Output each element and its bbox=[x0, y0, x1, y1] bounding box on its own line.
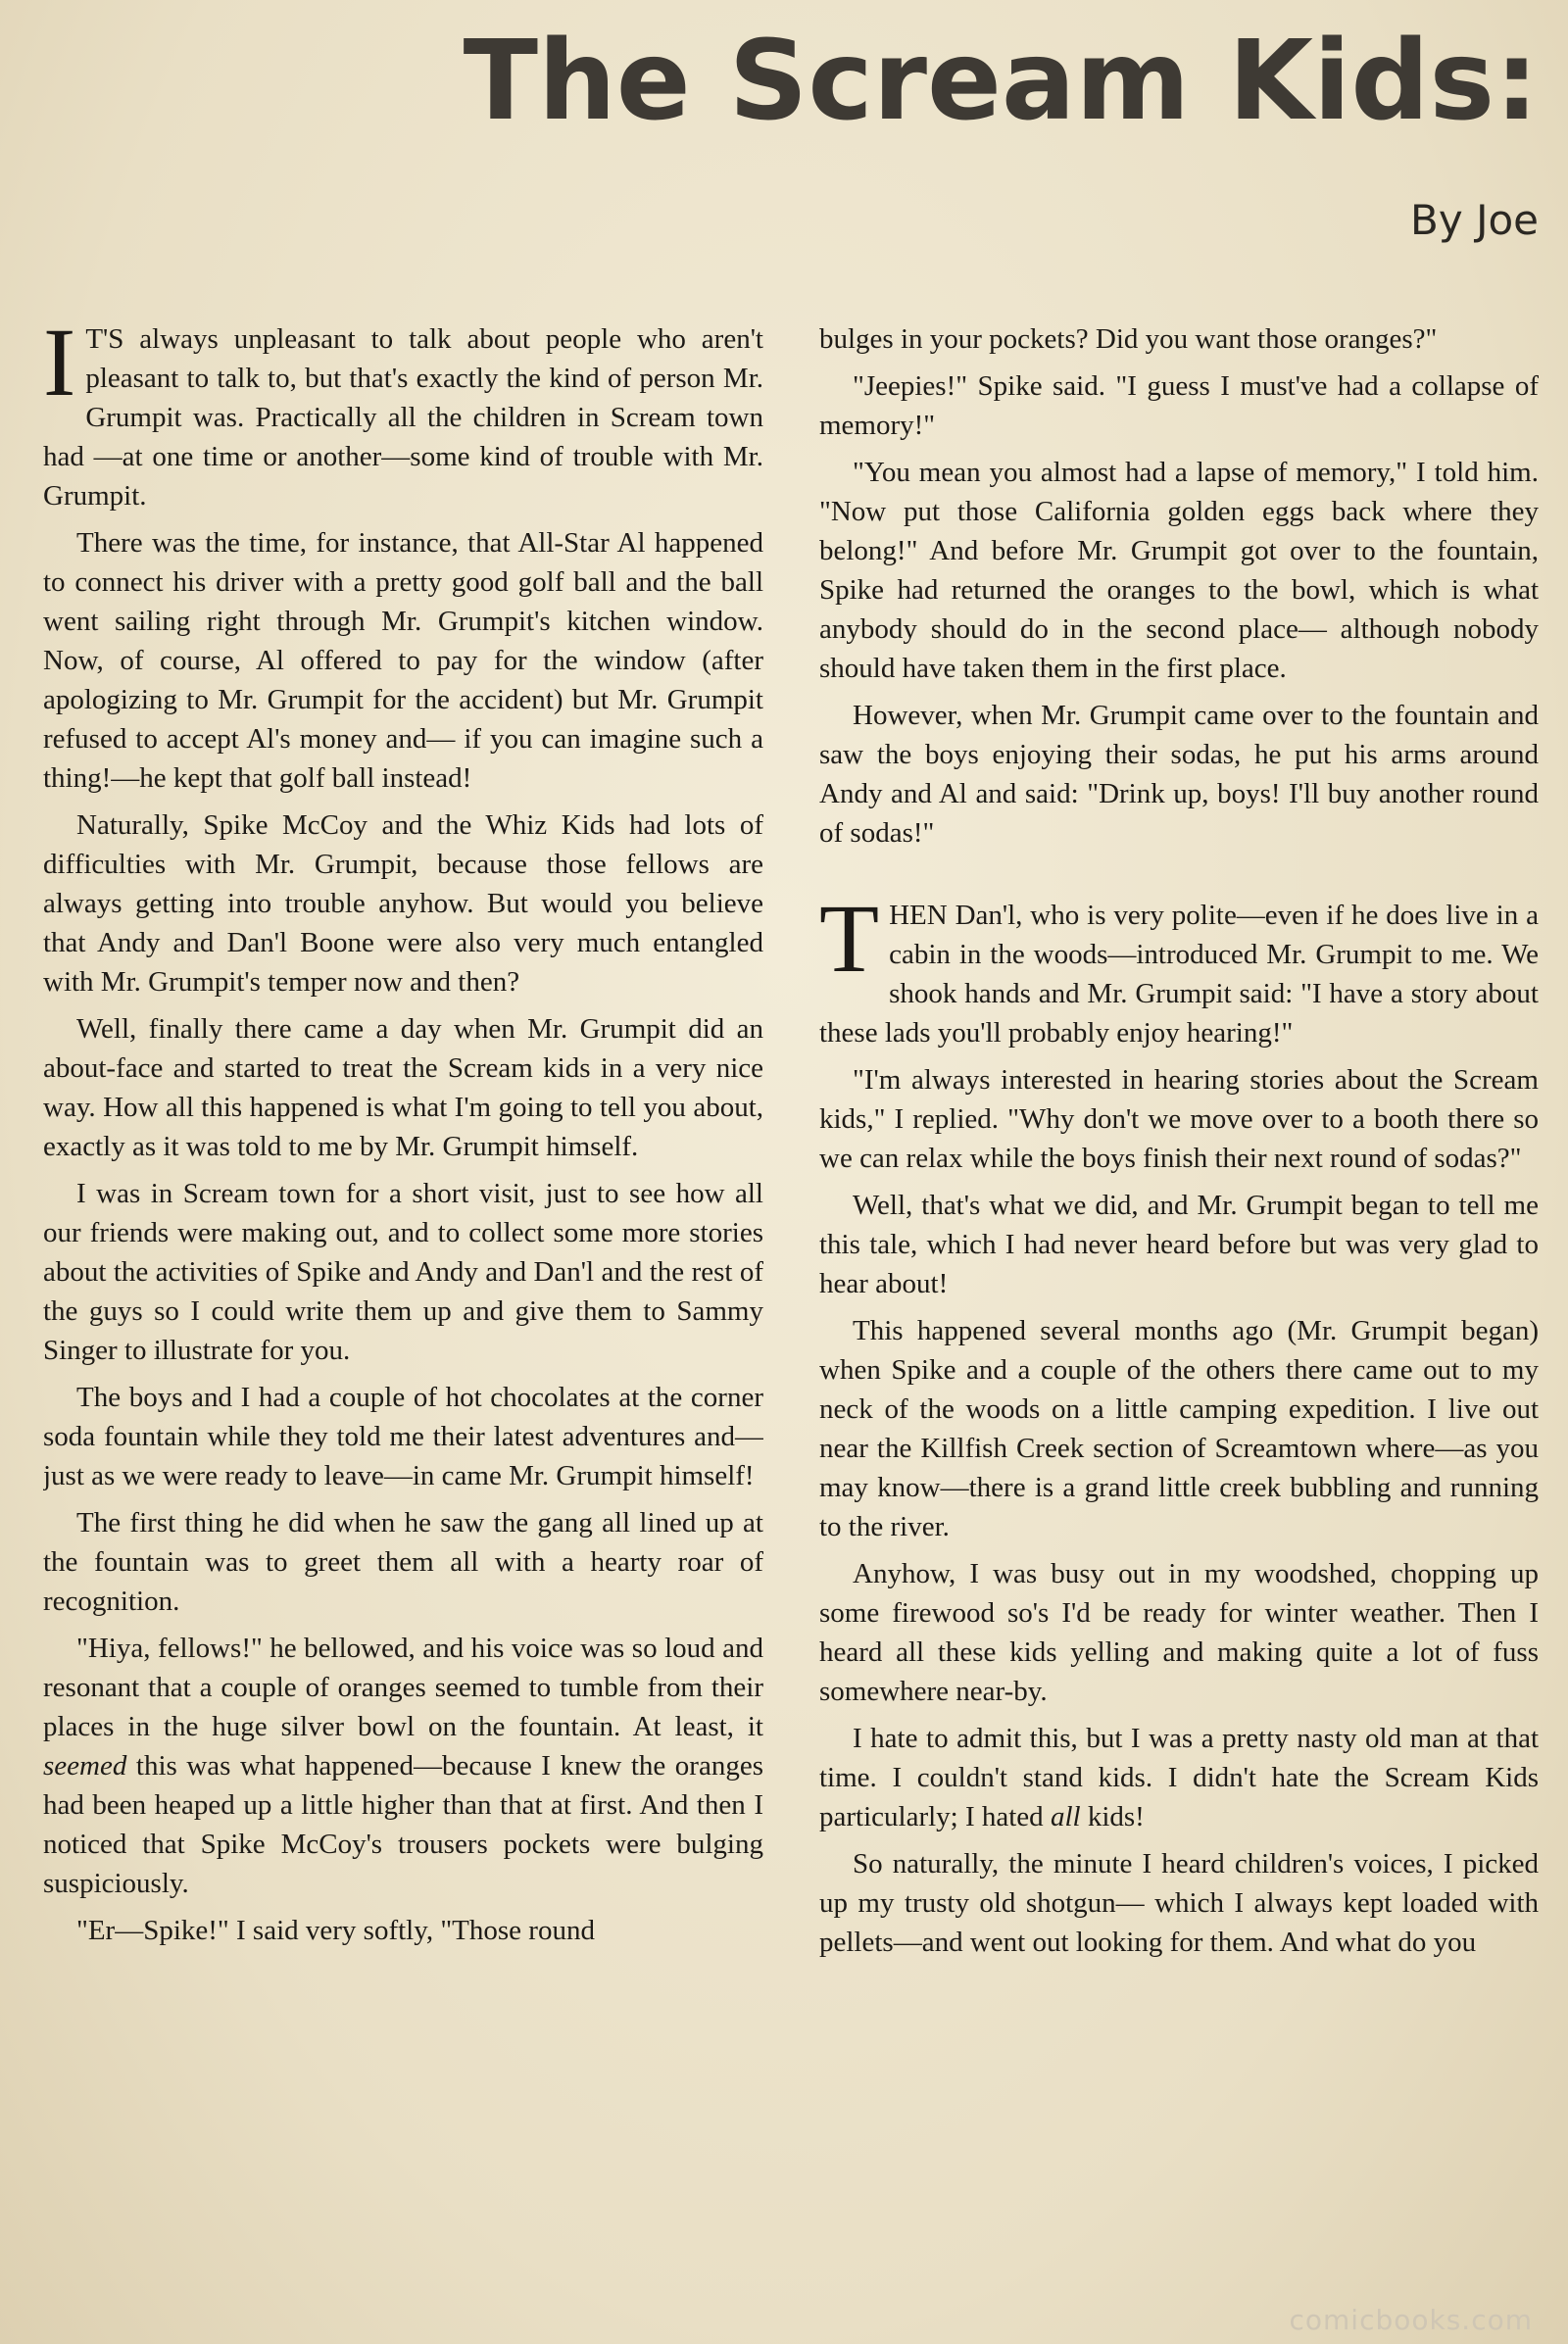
lead-in: HEN bbox=[889, 900, 948, 931]
site-watermark: comicbooks.com bbox=[1289, 2304, 1533, 2336]
story-byline: By Joe bbox=[1410, 196, 1539, 244]
paragraph: I was in Scream town for a short visit, just to see how all our friends were making out, and to collect some more stories about the activities of Spike and Andy and Dan'l and the rest of the guys so I could write them up and give them to Sammy Singer to illustrate for you. bbox=[43, 1178, 763, 1366]
paragraph-text: "Hiya, fellows!" he bellowed, and his voice was so loud and resonant that a couple of oranges seemed to tumble from their places in the huge silver bowl on the fountain. At least, it bbox=[43, 1633, 763, 1742]
paragraph: The boys and I had a couple of hot chocolates at the corner soda fountain while they told me their latest adventures and—just as we were ready to leave—in came Mr. Grumpit himself! bbox=[43, 1382, 763, 1491]
paragraph: bulges in your pockets? Did you want those oranges?" bbox=[819, 323, 1438, 355]
paragraph: So naturally, the minute I heard children's voices, I picked up my trusty old shotgun— which I always kept loaded with pellets—and went out looking for them. And what do you bbox=[819, 1848, 1539, 1958]
paragraph-text: I hate to admit this, but I was a pretty nasty old man at that time. I couldn't stand kids. I didn't hate the Scream Kids particularly; I hated bbox=[819, 1723, 1539, 1832]
paragraph: Naturally, Spike McCoy and the Whiz Kids had lots of difficulties with Mr. Grumpit, because those fellows are always getting into trouble anyhow. But would you believe that Andy and Dan'l Boone were also very much entangled with Mr. Grumpit's temper now and then? bbox=[43, 809, 763, 998]
paragraph: Well, finally there came a day when Mr. Grumpit did an about-face and started to treat the Scream kids in a very nice way. How all this happened is what I'm going to tell you about, exactly as it was told to me by Mr. Grumpit himself. bbox=[43, 1013, 763, 1162]
paragraph: "Jeepies!" Spike said. "I guess I must've had a collapse of memory!" bbox=[819, 370, 1539, 441]
paragraph-text: this was what happened—because I knew the oranges had been heaped up a little higher than that at first. And then I noticed that Spike McCoy's trousers pockets were bulging suspiciously. bbox=[43, 1750, 763, 1899]
right-text-column bbox=[819, 319, 1539, 2319]
emphasis-text: seemed bbox=[43, 1750, 127, 1782]
paragraph: Well, that's what we did, and Mr. Grumpit began to tell me this tale, which I had never heard before but was very glad to hear about! bbox=[819, 1190, 1539, 1299]
paragraph bbox=[43, 1629, 763, 1903]
paragraph: There was the time, for instance, that All-Star Al happened to connect his driver with a pretty good golf ball and the ball went sailing right through Mr. Grumpit's kitchen window. Now, of course, Al offered to pay for the window (after apologizing to Mr. Grumpit for the accident) but Mr. Grumpit refused to accept Al's money and— if you can imagine such a thing!—he kept that golf ball instead! bbox=[43, 527, 763, 794]
drop-cap: T bbox=[819, 884, 880, 993]
left-text-column bbox=[43, 319, 763, 2319]
paragraph: However, when Mr. Grumpit came over to the fountain and saw the boys enjoying their sodas, he put his arms around Andy and Al and said: "Drink up, boys! I'll buy another round of sodas!" bbox=[819, 700, 1539, 849]
paragraph: "I'm always interested in hearing stories about the Scream kids," I replied. "Why don't we move over to a booth there so we can relax while the boys finish their next round of sodas?" bbox=[819, 1064, 1539, 1174]
paragraph bbox=[819, 1719, 1539, 1836]
drop-cap: I bbox=[43, 319, 76, 416]
paragraph: "You mean you almost had a lapse of memory," I told him. "Now put those California golden eggs back where they belong!" And before Mr. Grumpit got over to the fountain, Spike had returned the oranges to the bowl, which is what anybody should do in the second place— although nobody should have taken them in the first place. bbox=[819, 457, 1539, 684]
paragraph: The first thing he did when he saw the gang all lined up at the fountain was to greet them all with a hearty roar of recognition. bbox=[43, 1507, 763, 1617]
paragraph bbox=[43, 319, 763, 515]
emphasis-text: all bbox=[1050, 1801, 1081, 1832]
paragraph: "Er—Spike!" I said very softly, "Those round bbox=[76, 1915, 595, 1946]
section-break bbox=[819, 860, 1539, 896]
paragraph-text: always unpleasant to talk about people who aren't pleasant to talk to, but that's exactly the kind of person Mr. Grumpit was. Practically all the children in Scream town had —at one time or another—some kind of trouble with Mr. Grumpit. bbox=[43, 323, 763, 512]
paragraph: This happened several months ago (Mr. Grumpit began) when Spike and a couple of the others there came out to my neck of the woods on a little camping expedition. I live out near the Killfish Creek section of Screamtown where—as you may know—there is a grand little creek bubbling and running to the river. bbox=[819, 1315, 1539, 1542]
lead-in: T'S bbox=[85, 323, 124, 355]
paragraph bbox=[819, 884, 1539, 1052]
paragraph: Anyhow, I was busy out in my woodshed, chopping up some firewood so's I'd be ready for winter weather. Then I heard all these kids yelling and making quite a lot of fuss somewhere near-by. bbox=[819, 1558, 1539, 1707]
paragraph-text: kids! bbox=[1080, 1801, 1145, 1832]
paragraph-text: Dan'l, who is very polite—even if he does live in a cabin in the woods—introduced Mr. Grumpit to me. We shook hands and Mr. Grumpit said: "I have a story about these lads you'll probably enjoy hearing!" bbox=[819, 900, 1539, 1049]
story-title: The Scream Kids: bbox=[463, 18, 1539, 145]
